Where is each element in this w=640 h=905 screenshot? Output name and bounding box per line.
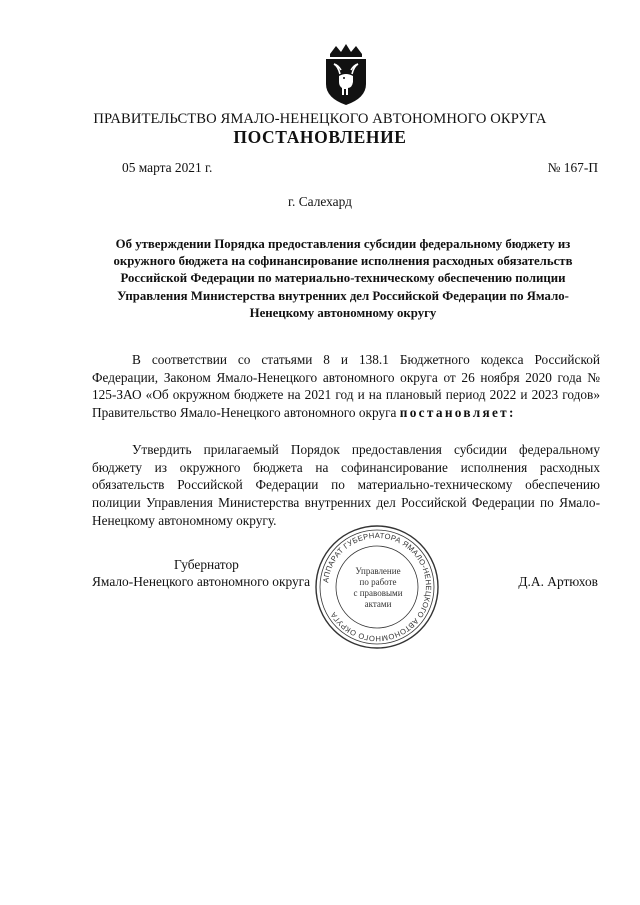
document-date: 05 марта 2021 г.	[122, 160, 213, 175]
stamp-line-4: актами	[364, 599, 392, 609]
signer-title: Губернатор	[174, 557, 239, 572]
paragraph-basis-text: В соответствии со статьями 8 и 138.1 Бюджетного кодекса Российской Федерации, Законом Ямало-Ненецкого автономного округа от 26 ноября 2020 года № 125-ЗАО «Об окружном бюджете на 2021 год и на плановый период 2022 и 2023 годов» Правительство Ямало-Ненецкого автономного округа	[92, 352, 600, 421]
document-title: Об утверждении Порядка предоставления субсидии федеральному бюджету из окружного бюджета на софинансирование исполнения расходных обязательств Российской Федерации по материально-техническому обеспечению полиции Управления Министерства внутренних дел Российской Федерации по Ямало-Ненецкому автономному округу	[113, 237, 573, 320]
document-city: г. Салехард	[288, 194, 352, 209]
stamp-line-1: Управление	[355, 566, 401, 576]
stamp-ring-text: АППАРАТ ГУБЕРНАТОРА ЯМАЛО-НЕНЕЦКОГО АВТОНОМНОГО ОКРУГА	[321, 530, 434, 644]
stamp-line-2: по работе	[359, 577, 397, 587]
stamp-line-3: с правовыми	[353, 588, 403, 598]
paragraph-approve: Утвердить прилагаемый Порядок предоставления субсидии федеральному бюджету из окружного бюджета на софинансирование исполнения расходных обязательств Российской Федерации по материально-техническому обеспечению полиции Управления Министерства внутренних дел Российской Федерации по Ямало-Ненецкому автономному округу.	[92, 442, 600, 528]
official-stamp	[312, 522, 442, 652]
signer-name: Д.А. Артюхов	[518, 574, 598, 589]
coat-of-arms-icon	[322, 44, 370, 106]
resolves-word: постановляет:	[399, 405, 516, 421]
document-type: ПОСТАНОВЛЕНИЕ	[233, 127, 407, 147]
signer-org: Ямало-Ненецкого автономного округа	[92, 574, 311, 589]
paragraph-basis	[92, 351, 600, 422]
organization-name: ПРАВИТЕЛЬСТВО ЯМАЛО-НЕНЕЦКОГО АВТОНОМНОГО ОКРУГА	[93, 111, 547, 127]
document-number: № 167-П	[547, 160, 598, 175]
